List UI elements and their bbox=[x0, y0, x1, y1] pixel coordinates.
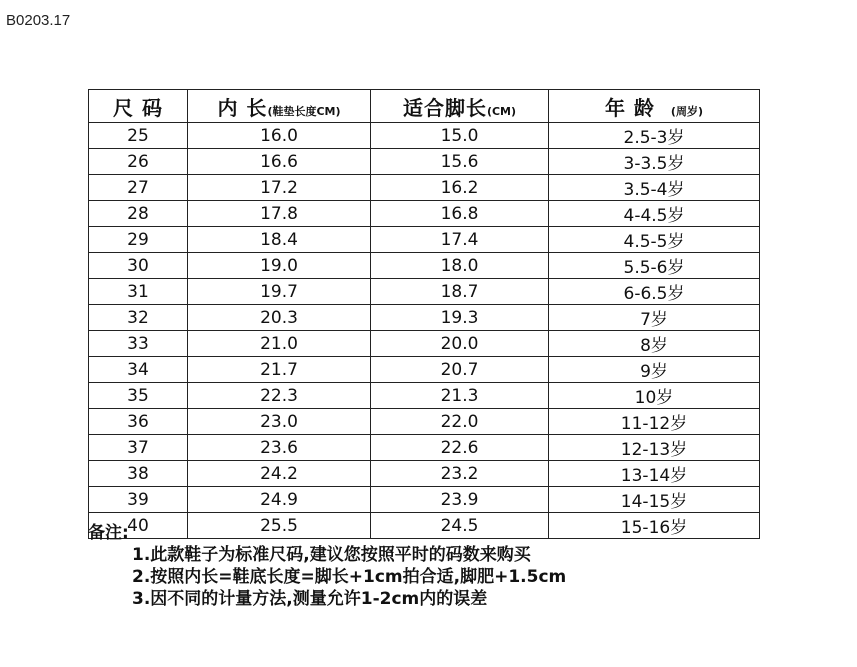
header-age: 年 龄 (周岁) bbox=[549, 90, 760, 123]
cell-size: 34 bbox=[89, 357, 188, 383]
cell-inner-length: 18.4 bbox=[188, 227, 371, 253]
cell-size: 40 bbox=[89, 513, 188, 539]
cell-age: 10岁 bbox=[549, 383, 760, 409]
table-row bbox=[89, 383, 760, 409]
note-item: 3.因不同的计量方法,测量允许1-2cm内的误差 bbox=[132, 589, 488, 609]
cell-foot-length: 23.2 bbox=[371, 461, 549, 487]
size-chart-table bbox=[88, 89, 760, 539]
cell-foot-length: 16.8 bbox=[371, 201, 549, 227]
cell-foot-length: 15.6 bbox=[371, 149, 549, 175]
cell-inner-length: 21.7 bbox=[188, 357, 371, 383]
cell-age: 11-12岁 bbox=[549, 409, 760, 435]
cell-age: 5.5-6岁 bbox=[549, 253, 760, 279]
cell-foot-length: 21.3 bbox=[371, 383, 549, 409]
cell-age: 2.5-3岁 bbox=[549, 123, 760, 149]
header-inner-length-sub: (鞋垫长度CM) bbox=[267, 104, 341, 118]
table-row bbox=[89, 357, 760, 383]
table-row bbox=[89, 227, 760, 253]
cell-age: 6-6.5岁 bbox=[549, 279, 760, 305]
cell-foot-length: 22.0 bbox=[371, 409, 549, 435]
table-body bbox=[89, 123, 760, 539]
cell-age: 13-14岁 bbox=[549, 461, 760, 487]
cell-foot-length: 20.7 bbox=[371, 357, 549, 383]
cell-inner-length: 19.7 bbox=[188, 279, 371, 305]
table-row bbox=[89, 175, 760, 201]
cell-inner-length: 25.5 bbox=[188, 513, 371, 539]
cell-inner-length: 17.2 bbox=[188, 175, 371, 201]
cell-foot-length: 22.6 bbox=[371, 435, 549, 461]
cell-size: 33 bbox=[89, 331, 188, 357]
cell-inner-length: 17.8 bbox=[188, 201, 371, 227]
cell-size: 29 bbox=[89, 227, 188, 253]
header-age-sub: (周岁) bbox=[670, 104, 703, 118]
cell-foot-length: 18.0 bbox=[371, 253, 549, 279]
cell-inner-length: 22.3 bbox=[188, 383, 371, 409]
product-code: B0203.17 bbox=[6, 12, 71, 29]
table-row bbox=[89, 149, 760, 175]
cell-size: 32 bbox=[89, 305, 188, 331]
cell-age: 8岁 bbox=[549, 331, 760, 357]
table-row bbox=[89, 435, 760, 461]
table-row bbox=[89, 201, 760, 227]
table-row bbox=[89, 305, 760, 331]
cell-foot-length: 19.3 bbox=[371, 305, 549, 331]
table-row bbox=[89, 409, 760, 435]
header-foot-length: 适合脚长(CM) bbox=[371, 90, 549, 123]
table-header-row bbox=[89, 90, 760, 123]
cell-foot-length: 15.0 bbox=[371, 123, 549, 149]
notes-title: 备注: bbox=[88, 523, 129, 543]
cell-size: 38 bbox=[89, 461, 188, 487]
cell-inner-length: 24.2 bbox=[188, 461, 371, 487]
table-row bbox=[89, 279, 760, 305]
cell-age: 3-3.5岁 bbox=[549, 149, 760, 175]
cell-size: 26 bbox=[89, 149, 188, 175]
cell-inner-length: 20.3 bbox=[188, 305, 371, 331]
cell-age: 7岁 bbox=[549, 305, 760, 331]
cell-age: 12-13岁 bbox=[549, 435, 760, 461]
table-row bbox=[89, 123, 760, 149]
cell-foot-length: 24.5 bbox=[371, 513, 549, 539]
cell-size: 37 bbox=[89, 435, 188, 461]
cell-age: 9岁 bbox=[549, 357, 760, 383]
cell-size: 25 bbox=[89, 123, 188, 149]
table-row bbox=[89, 487, 760, 513]
header-foot-length-sub: (CM) bbox=[486, 104, 517, 118]
cell-age: 14-15岁 bbox=[549, 487, 760, 513]
cell-age: 3.5-4岁 bbox=[549, 175, 760, 201]
cell-inner-length: 16.0 bbox=[188, 123, 371, 149]
header-inner-length: 内 长(鞋垫长度CM) bbox=[188, 90, 371, 123]
cell-size: 39 bbox=[89, 487, 188, 513]
table-row bbox=[89, 461, 760, 487]
cell-foot-length: 20.0 bbox=[371, 331, 549, 357]
cell-size: 36 bbox=[89, 409, 188, 435]
header-size: 尺 码 bbox=[89, 90, 188, 123]
cell-age: 4.5-5岁 bbox=[549, 227, 760, 253]
cell-size: 30 bbox=[89, 253, 188, 279]
note-item: 1.此款鞋子为标准尺码,建议您按照平时的码数来购买 bbox=[132, 545, 531, 565]
cell-foot-length: 17.4 bbox=[371, 227, 549, 253]
note-item: 2.按照内长=鞋底长度=脚长+1cm拍合适,脚肥+1.5cm bbox=[132, 567, 567, 587]
table-row bbox=[89, 331, 760, 357]
cell-size: 35 bbox=[89, 383, 188, 409]
cell-foot-length: 18.7 bbox=[371, 279, 549, 305]
cell-size: 27 bbox=[89, 175, 188, 201]
cell-inner-length: 21.0 bbox=[188, 331, 371, 357]
cell-age: 15-16岁 bbox=[549, 513, 760, 539]
cell-size: 31 bbox=[89, 279, 188, 305]
cell-inner-length: 23.6 bbox=[188, 435, 371, 461]
notes-section bbox=[88, 522, 566, 610]
cell-size: 28 bbox=[89, 201, 188, 227]
cell-foot-length: 16.2 bbox=[371, 175, 549, 201]
table-row bbox=[89, 253, 760, 279]
cell-inner-length: 23.0 bbox=[188, 409, 371, 435]
cell-inner-length: 19.0 bbox=[188, 253, 371, 279]
cell-age: 4-4.5岁 bbox=[549, 201, 760, 227]
cell-inner-length: 24.9 bbox=[188, 487, 371, 513]
cell-foot-length: 23.9 bbox=[371, 487, 549, 513]
cell-inner-length: 16.6 bbox=[188, 149, 371, 175]
